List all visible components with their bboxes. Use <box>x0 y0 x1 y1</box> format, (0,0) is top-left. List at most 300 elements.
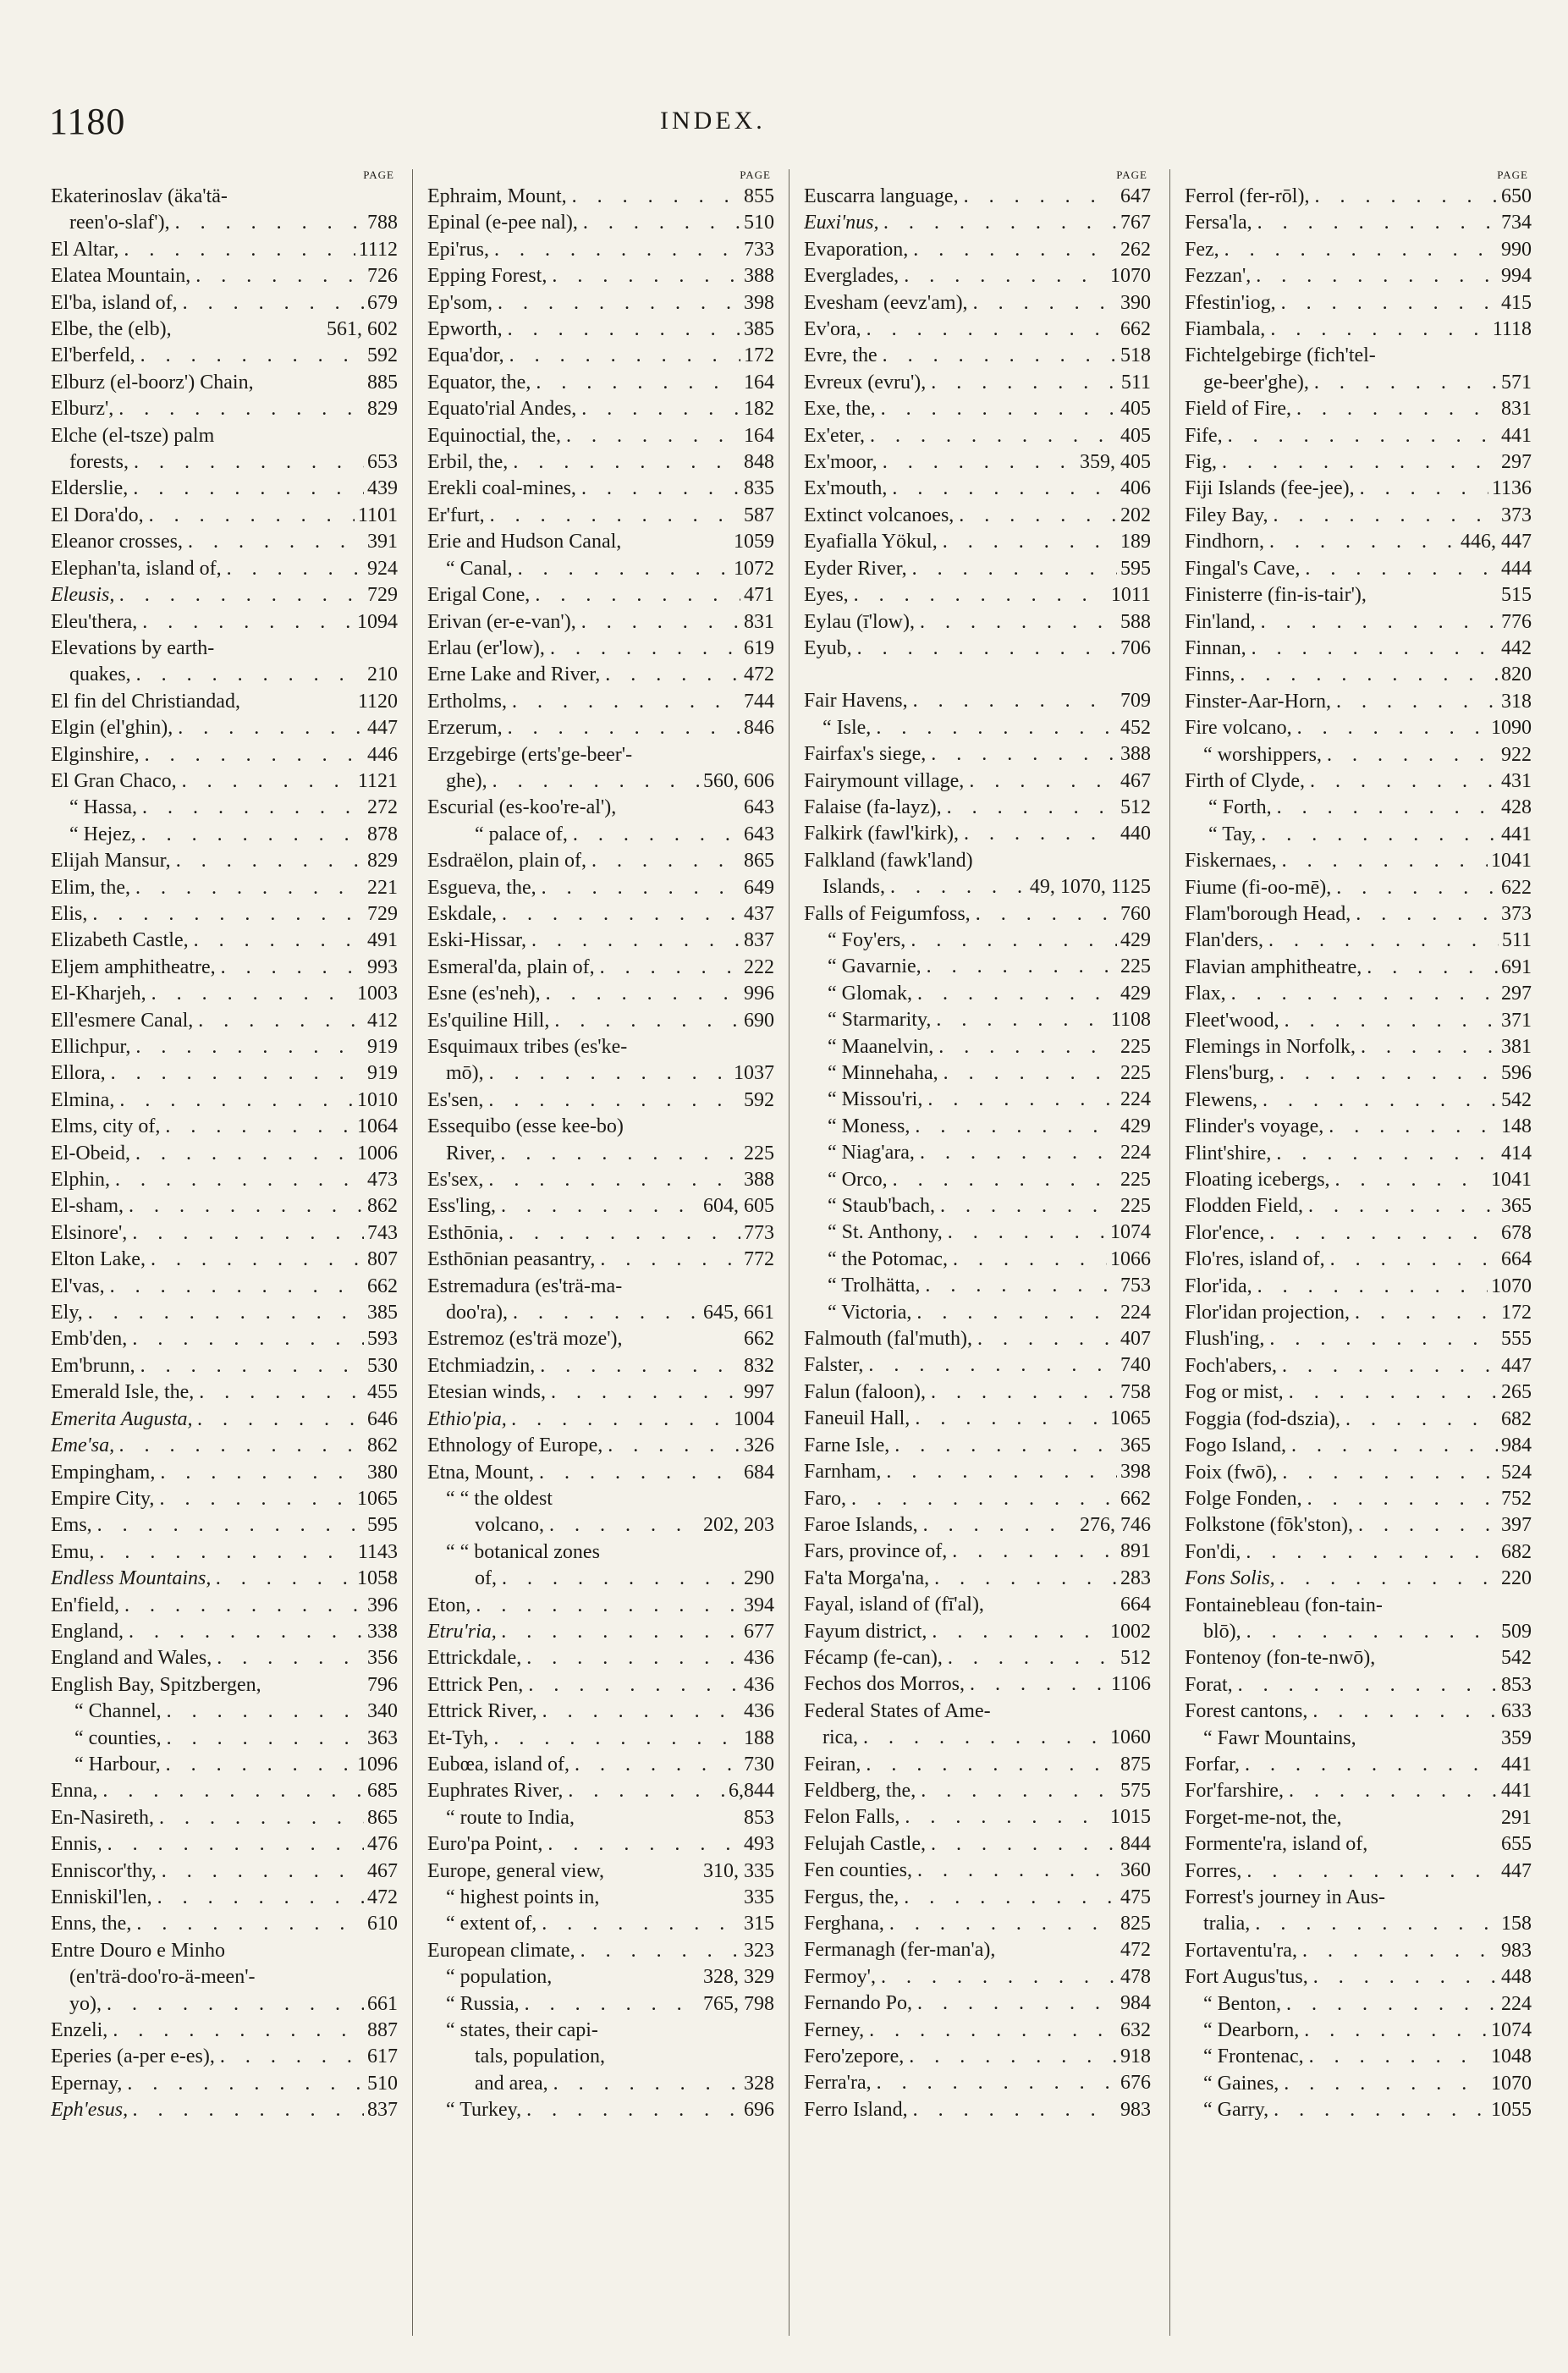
index-entry <box>1185 396 1532 422</box>
entry-page-ref: 679 <box>367 291 398 314</box>
index-entry <box>804 290 1151 317</box>
entry-term: Farnham, . <box>804 1459 1117 1485</box>
entry-page-ref: 297 <box>1501 451 1532 474</box>
entry-page-ref: 919 <box>367 1062 398 1085</box>
entry-term: Es'sex, . <box>427 1167 740 1193</box>
index-entry <box>51 1938 398 1964</box>
entry-page-ref: 397 <box>1501 1514 1532 1537</box>
entry-page-ref: 509 <box>1501 1620 1532 1643</box>
entry-page-ref: 1065 <box>1110 1407 1151 1430</box>
index-entry <box>1185 1087 1532 1114</box>
index-entry <box>51 449 398 476</box>
page-label: PAGE <box>740 168 771 181</box>
entry-term: rica, . <box>804 1725 1107 1751</box>
index-entry <box>427 1141 774 1167</box>
entry-term: “ Niag'ara, . <box>804 1140 1117 1166</box>
index-entry <box>1185 184 1532 210</box>
entry-page-ref: 726 <box>367 265 398 288</box>
index-entry <box>1185 1831 1532 1858</box>
entry-page-ref: 865 <box>367 1806 398 1829</box>
index-entry <box>427 1247 774 1273</box>
index-entry <box>1185 1858 1532 1885</box>
entry-term: Fersa'la, . <box>1185 210 1498 236</box>
entry-term: Elphin, . <box>51 1167 364 1193</box>
index-entry <box>427 1512 774 1539</box>
index-entry <box>1185 742 1532 768</box>
entry-term: Esgueva, the, . <box>427 875 740 901</box>
entry-term: Flor'ida, . <box>1185 1274 1488 1300</box>
entry-page-ref: 441 <box>1501 1753 1532 1776</box>
index-entry <box>1185 1034 1532 1060</box>
index-entry <box>1185 582 1532 608</box>
entry-term: England and Wales, . <box>51 1645 364 1671</box>
entry-page-ref: 467 <box>367 1859 398 1882</box>
entry-page-ref: 414 <box>1501 1142 1532 1164</box>
index-entry <box>427 1087 774 1114</box>
entry-term: Fontainebleau (fon-tain- <box>1185 1594 1383 1616</box>
entry-term: Eubœa, island of, . <box>427 1752 740 1778</box>
index-entry <box>804 1220 1151 1246</box>
index-entry <box>427 1353 774 1379</box>
entry-page-ref: 447 <box>1501 1354 1532 1377</box>
entry-page-ref: 371 <box>1501 1009 1532 1032</box>
entry-term: Fons Solis, . <box>1185 1566 1498 1592</box>
entry-page-ref: 662 <box>1120 318 1151 341</box>
index-entry <box>804 1752 1151 1778</box>
entry-term: Falkland (fawk'land) <box>804 849 973 872</box>
entry-term: Estremoz (es'trä moze'), <box>427 1328 623 1351</box>
index-entry <box>804 1060 1151 1087</box>
entry-term: Erlau (er'low), . <box>427 636 740 662</box>
entry-term: “ Canal, . <box>427 556 730 582</box>
index-entry <box>1185 449 1532 476</box>
entry-term: Elginshire, . <box>51 742 364 768</box>
index-entry <box>51 1699 398 1725</box>
entry-term: Fin'land, . <box>1185 609 1498 636</box>
index-column-2 <box>427 169 774 2124</box>
index-entry <box>427 370 774 396</box>
index-entry <box>51 1034 398 1060</box>
entry-term: Etna, Mount, . <box>427 1460 740 1486</box>
entry-page-ref: 604, 605 <box>703 1195 774 1218</box>
entry-page-ref: 561, 602 <box>327 318 398 341</box>
entry-page-ref: 865 <box>744 850 774 873</box>
entry-term: Er'furt, . <box>427 503 740 529</box>
index-entry <box>804 1486 1151 1512</box>
entry-term: doo'ra), . <box>427 1300 700 1326</box>
column-divider <box>789 169 790 2336</box>
entry-term: El Altar, . <box>51 237 355 263</box>
entry-page-ref: 365 <box>1501 1195 1532 1218</box>
entry-term: Forest cantons, . <box>1185 1699 1498 1725</box>
entry-term: Forat, . <box>1185 1672 1498 1699</box>
index-entry <box>51 1619 398 1645</box>
index-entry <box>51 742 398 768</box>
entry-page-ref: 363 <box>367 1726 398 1749</box>
index-entry <box>51 1512 398 1539</box>
index-entry <box>804 741 1151 768</box>
index-entry <box>427 1193 774 1220</box>
entry-term: Elim, the, . <box>51 875 364 901</box>
index-entry <box>51 1539 398 1566</box>
entry-term: Flinder's voyage, . <box>1185 1114 1498 1140</box>
entry-page-ref: 491 <box>367 929 398 952</box>
entry-page-ref <box>1147 848 1151 874</box>
entry-term: Enzeli, . <box>51 2018 364 2044</box>
entry-term: Essequibo (esse kee-bo) <box>427 1115 624 1138</box>
entry-page-ref <box>1528 1885 1532 1911</box>
entry-term: El-Obeid, . <box>51 1141 354 1167</box>
entry-page-ref: 429 <box>1120 982 1151 1005</box>
index-column-3 <box>804 169 1151 2123</box>
entry-page-ref: 442 <box>1501 636 1532 659</box>
entry-page-ref: 919 <box>367 1036 398 1058</box>
entry-term: Epinal (e-pee nal), . <box>427 210 740 236</box>
index-entry <box>804 1539 1151 1565</box>
entry-page-ref: 835 <box>744 477 774 500</box>
entry-page-ref <box>771 2018 774 2044</box>
entry-page-ref: 677 <box>744 1620 774 1643</box>
entry-page-ref: 323 <box>744 1939 774 1962</box>
entry-term: Fernando Po, . <box>804 1990 1117 2017</box>
entry-term: Eyder River, . <box>804 556 1117 582</box>
entry-page-ref: 385 <box>367 1302 398 1324</box>
entry-page-ref: 1037 <box>734 1062 774 1085</box>
index-entry <box>51 1087 398 1114</box>
entry-term: Ell'esmere Canal, . <box>51 1008 364 1034</box>
entry-term: tals, population, <box>475 2045 605 2068</box>
index-entry <box>51 237 398 263</box>
entry-page-ref: 512 <box>1120 796 1151 818</box>
index-entry <box>804 1087 1151 1113</box>
entry-term: “ Fawr Mountains, <box>1203 1726 1356 1749</box>
index-entry <box>51 715 398 741</box>
index-entry <box>804 1406 1151 1432</box>
index-entry <box>1185 290 1532 317</box>
index-entry <box>804 715 1151 741</box>
index-entry <box>51 1593 398 1619</box>
index-entry <box>427 795 774 821</box>
index-entry <box>51 1407 398 1433</box>
index-entry <box>427 1460 774 1486</box>
entry-page-ref: 225 <box>1120 1062 1151 1084</box>
entry-term: Filey Bay, . <box>1185 503 1498 529</box>
index-entry <box>804 848 1151 874</box>
entry-term: Eph'esus, . <box>51 2097 364 2123</box>
entry-page-ref: 664 <box>1501 1248 1532 1271</box>
entry-page-ref: 1090 <box>1491 717 1532 740</box>
entry-page-ref: 272 <box>367 796 398 819</box>
entry-page-ref: 984 <box>1501 1434 1532 1457</box>
entry-page-ref: 773 <box>744 1221 774 1244</box>
entry-term: Everglades, . <box>804 263 1107 289</box>
entry-page-ref: 1112 <box>358 238 398 261</box>
index-entry <box>427 529 774 555</box>
index-entry <box>804 1433 1151 1459</box>
index-entry <box>1185 768 1532 795</box>
index-entry <box>1185 715 1532 741</box>
entry-page-ref: 1006 <box>357 1142 398 1164</box>
entry-page-ref: 429 <box>1120 1115 1151 1137</box>
entry-term: Fayal, island of (fī'al), <box>804 1594 984 1616</box>
entry-term: Ellora, . <box>51 1060 364 1087</box>
entry-term: Elevations by earth- <box>51 636 215 659</box>
entry-term: Flodden Field, . <box>1185 1193 1498 1220</box>
entry-term: Elburz', . <box>51 396 364 422</box>
entry-term: “ Russia, . <box>427 1991 700 2018</box>
entry-term: Elis, . <box>51 901 364 928</box>
entry-page-ref: 328 <box>744 2072 774 2095</box>
entry-page-ref: 555 <box>1501 1328 1532 1351</box>
index-entry <box>427 689 774 715</box>
entry-page-ref: 575 <box>1120 1779 1151 1802</box>
index-entry <box>804 1140 1151 1166</box>
index-entry <box>1185 317 1532 343</box>
index-entry <box>1185 2018 1532 2044</box>
entry-page-ref: 530 <box>367 1354 398 1377</box>
index-entry <box>1185 556 1532 582</box>
entry-term: Eleu'thera, . <box>51 609 354 636</box>
index-entry <box>804 1114 1151 1140</box>
index-entry <box>427 423 774 449</box>
entry-page-ref: 993 <box>367 955 398 978</box>
entry-term: Fars, province of, . <box>804 1539 1117 1565</box>
entry-page-ref: 310, 335 <box>703 1859 774 1882</box>
entry-term: Ertholms, . <box>427 689 740 715</box>
index-entry <box>51 1247 398 1273</box>
index-entry <box>804 1937 1151 1963</box>
index-entry <box>804 901 1151 928</box>
entry-page-ref: 447 <box>367 717 398 740</box>
index-entry <box>427 928 774 954</box>
entry-term: El'vas, . <box>51 1274 364 1300</box>
index-entry <box>51 210 398 236</box>
index-entry <box>427 1778 774 1804</box>
index-entry <box>804 954 1151 980</box>
entry-page-ref: 380 <box>367 1461 398 1484</box>
entry-page-ref: 224 <box>1501 1992 1532 2015</box>
entry-page-ref: 678 <box>1501 1221 1532 1244</box>
entry-term: Ettrick Pen, . <box>427 1672 740 1699</box>
entry-term: Elche (el-tsze) palm <box>51 424 215 447</box>
entry-page-ref <box>771 1486 774 1512</box>
index-entry <box>1185 1353 1532 1379</box>
entry-term: Eleusis, . <box>51 582 364 608</box>
index-entry <box>1185 1167 1532 1193</box>
index-entry <box>804 1326 1151 1352</box>
entry-term: Fezzan', . <box>1185 263 1498 289</box>
entry-page-ref: 224 <box>1120 1142 1151 1164</box>
entry-page-ref: 518 <box>1120 344 1151 367</box>
entry-term: mō), . <box>427 1060 730 1087</box>
entry-term: Eylau (ī'low), . <box>804 609 1117 636</box>
entry-term: Fiskernaes, . <box>1185 848 1488 874</box>
entry-term: ghe), . <box>427 768 700 795</box>
entry-term: Erzgebirge (erts'ge-beer'- <box>427 743 633 766</box>
index-entry <box>804 1566 1151 1592</box>
index-entry <box>804 476 1151 502</box>
index-entry <box>51 1831 398 1858</box>
index-entry <box>1185 1512 1532 1539</box>
entry-page-ref: 222 <box>744 955 774 978</box>
entry-page-ref: 406 <box>1120 477 1151 500</box>
entry-page-ref: 617 <box>367 2045 398 2068</box>
entry-term: Ellichpur, . <box>51 1034 364 1060</box>
index-entry <box>51 1726 398 1752</box>
entry-page-ref: 1136 <box>1491 477 1532 500</box>
entry-page-ref: 684 <box>744 1461 774 1484</box>
entry-term: Ferro Island, . <box>804 2097 1117 2123</box>
entry-term: Epi'rus, . <box>427 237 740 263</box>
page-label: PAGE <box>1116 168 1147 181</box>
entry-term: Fiji Islands (fee-jee), . <box>1185 476 1488 502</box>
entry-term: Flavian amphitheatre, . <box>1185 955 1498 981</box>
entry-term: Fiambala, . <box>1185 317 1489 343</box>
entry-page-ref: 297 <box>1501 983 1532 1005</box>
entry-term: Escurial (es-koo're-al'), <box>427 796 617 819</box>
entry-page-ref: 510 <box>744 212 774 234</box>
entry-page-ref: 388 <box>1120 743 1151 766</box>
entry-page-ref: 431 <box>1501 769 1532 792</box>
index-entry <box>51 795 398 821</box>
entry-term: Felon Falls, . <box>804 1804 1107 1831</box>
index-entry <box>804 1645 1151 1671</box>
entry-page-ref: 365 <box>1120 1434 1151 1456</box>
entry-page-ref: 415 <box>1501 291 1532 314</box>
entry-term: Extinct volcanoes, . <box>804 503 1117 529</box>
entry-page-ref: 664 <box>1120 1594 1151 1616</box>
entry-page-ref: 202, 203 <box>703 1514 774 1537</box>
entry-term: Foix (fwō), . <box>1185 1460 1498 1486</box>
index-entry <box>427 1726 774 1752</box>
index-entry <box>804 688 1151 714</box>
index-entry <box>1185 1220 1532 1247</box>
index-entry <box>804 1592 1151 1618</box>
entry-page-ref: 1065 <box>357 1487 398 1510</box>
entry-term: “ route to India, <box>446 1806 575 1829</box>
index-entry <box>1185 1008 1532 1034</box>
entry-page-ref: 225 <box>1120 1035 1151 1058</box>
index-entry <box>427 1326 774 1352</box>
entry-page-ref: 429 <box>1120 928 1151 951</box>
entry-term: Floating icebergs, . <box>1185 1167 1488 1193</box>
entry-page-ref: 646 <box>367 1407 398 1430</box>
entry-page-ref: 441 <box>1501 424 1532 447</box>
entry-term: Em'brunn, . <box>51 1353 364 1379</box>
index-entry <box>427 609 774 636</box>
entry-page-ref: 473 <box>367 1169 398 1192</box>
entry-page-ref: 441 <box>1501 823 1532 845</box>
entry-term: England, . <box>51 1619 364 1645</box>
entry-term: Faro, . <box>804 1486 1117 1512</box>
index-entry <box>804 1512 1151 1539</box>
index-entry <box>51 1964 398 1990</box>
entry-page-ref: 396 <box>367 1594 398 1616</box>
index-entry <box>1185 795 1532 821</box>
index-entry <box>51 1858 398 1885</box>
index-entry <box>804 343 1151 369</box>
entry-page-ref: 744 <box>744 690 774 713</box>
entry-page-ref: 831 <box>1501 398 1532 421</box>
entry-term: “ Isle, . <box>804 715 1117 741</box>
index-entry <box>51 875 398 901</box>
entry-term: Fergus, the, . <box>804 1885 1117 1911</box>
entry-term: Erie and Hudson Canal, <box>427 531 622 553</box>
entry-page-ref: 875 <box>1120 1753 1151 1776</box>
entry-page-ref: 385 <box>744 318 774 341</box>
entry-page-ref: 595 <box>1120 557 1151 580</box>
entry-term: Etesian winds, . <box>427 1379 740 1406</box>
entry-page-ref: 807 <box>367 1248 398 1271</box>
entry-page-ref: 441 <box>1501 1780 1532 1803</box>
entry-page-ref: 340 <box>367 1700 398 1723</box>
index-entry <box>427 1672 774 1699</box>
entry-term: Ferney, . <box>804 2018 1117 2044</box>
entry-term: Es'sen, . <box>427 1087 740 1114</box>
entry-page-ref: 730 <box>744 1753 774 1776</box>
entry-term: Falun (faloon), . <box>804 1379 1117 1406</box>
index-entry <box>51 1805 398 1831</box>
entry-term: Forres, . <box>1185 1858 1498 1885</box>
index-entry <box>1185 1805 1532 1831</box>
index-entry <box>51 370 398 396</box>
index-entry <box>51 1460 398 1486</box>
index-entry <box>804 1034 1151 1060</box>
entry-page-ref: 524 <box>1501 1461 1532 1484</box>
index-entry <box>51 317 398 343</box>
index-entry <box>427 263 774 289</box>
index-entry <box>1185 1539 1532 1566</box>
entry-page-ref: 338 <box>367 1620 398 1643</box>
entry-term: Fort Augus'tus, . <box>1185 1964 1498 1990</box>
index-entry <box>1185 1885 1532 1911</box>
entry-term: Fermoy', . <box>804 1964 1117 1990</box>
index-entry <box>804 981 1151 1007</box>
entry-term: Ep'som, . <box>427 290 740 317</box>
entry-term: Ephraim, Mount, . <box>427 184 740 210</box>
index-entry <box>427 981 774 1007</box>
entry-page-ref: 328, 329 <box>703 1966 774 1989</box>
entry-page-ref: 467 <box>1120 769 1151 792</box>
entry-page-ref: 391 <box>367 531 398 553</box>
index-entry <box>427 1566 774 1592</box>
index-entry <box>51 1486 398 1512</box>
index-entry <box>427 1752 774 1778</box>
index-entry <box>51 1672 398 1699</box>
entry-term: Esne (es'neh), . <box>427 981 740 1007</box>
entry-term: Equa'dor, . <box>427 343 740 369</box>
index-entry <box>427 343 774 369</box>
entry-term: El fin del Christiandad, <box>51 690 240 713</box>
entry-page-ref: 446, 447 <box>1461 531 1532 553</box>
entry-page-ref: 511 <box>1501 929 1532 952</box>
index-entry <box>51 1991 398 2018</box>
entry-page-ref: 381 <box>1501 1036 1532 1058</box>
entry-page-ref: 682 <box>1501 1540 1532 1563</box>
entry-page-ref: 512 <box>1120 1646 1151 1669</box>
entry-page-ref: 997 <box>744 1381 774 1404</box>
index-entry <box>51 955 398 981</box>
index-entry <box>51 636 398 662</box>
entry-term: ge-beer'ghe), . <box>1185 370 1498 396</box>
entry-page-ref: 846 <box>744 717 774 740</box>
entry-page-ref: 1074 <box>1491 2019 1532 2042</box>
entry-term: Fair Havens, . <box>804 688 1117 714</box>
entry-page-ref: 682 <box>1501 1407 1532 1430</box>
entry-page-ref: 1055 <box>1491 2099 1532 2122</box>
entry-term: Flor'ence, . <box>1185 1220 1498 1247</box>
entry-term: Finisterre (fin-is-tair'), <box>1185 584 1367 607</box>
